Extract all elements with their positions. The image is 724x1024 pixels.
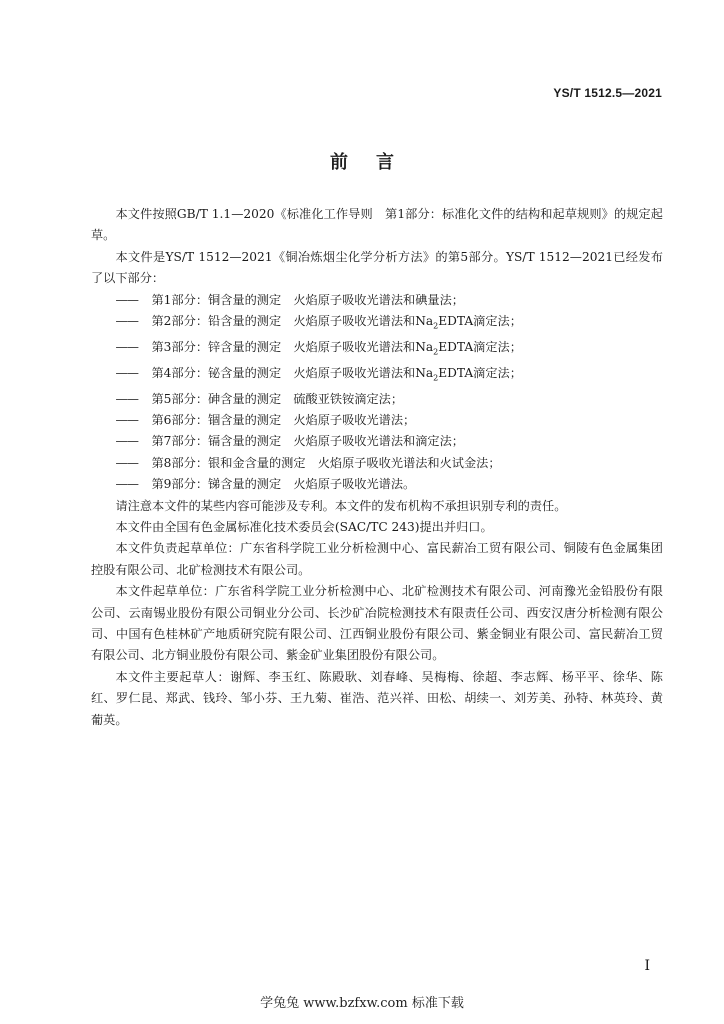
- list-item-text: 第5部分：砷含量的测定 硫酸亚铁铵滴定法；: [151, 391, 404, 406]
- dash-marker: ——: [115, 292, 138, 307]
- list-item-tail: EDTA滴定法；: [438, 365, 522, 380]
- dash-marker: ——: [115, 391, 138, 406]
- list-item: [91, 311, 663, 337]
- chem-symbol: Na: [415, 365, 434, 380]
- list-item: [91, 474, 663, 495]
- paragraph-main-drafters: 本文件主要起草人：谢辉、李玉红、陈殿耿、刘春峰、吴梅梅、徐超、李志辉、杨平平、徐华、陈红、罗仁昆、郑武、钱玲、邹小芬、王九菊、崔浩、范兴祥、田松、胡续一、刘芳美、孙特、林英玲、黄葡英。: [91, 669, 663, 727]
- list-item-text: 第3部分：锌含量的测定 火焰原子吸收光谱法和: [151, 339, 416, 354]
- list-item: [91, 431, 663, 452]
- list-item-text: 第2部分：铅含量的测定 火焰原子吸收光谱法和: [151, 314, 416, 329]
- paragraph-patent-notice: 请注意本文件的某些内容可能涉及专利。本文件的发布机构不承担识别专利的责任。: [115, 498, 567, 513]
- page-number: I: [644, 958, 650, 974]
- parts-list: [91, 290, 663, 496]
- paragraph-drafting-rules: 本文件按照GB/T 1.1—2020《标准化工作导则 第1部分：标准化文件的结构和起草规则》的规定起草。: [91, 207, 663, 243]
- list-item-tail: EDTA滴定法；: [438, 339, 522, 354]
- dash-marker: ——: [115, 314, 138, 329]
- list-item: [91, 453, 663, 474]
- list-item: [91, 337, 663, 363]
- document-body: [91, 204, 663, 731]
- chem-symbol: Na: [415, 339, 434, 354]
- chem-subscript: 2: [433, 347, 439, 357]
- dash-marker: ——: [115, 455, 138, 470]
- list-item: [91, 290, 663, 311]
- list-item: [91, 363, 663, 389]
- list-item: [91, 389, 663, 410]
- dash-marker: ——: [115, 339, 138, 354]
- list-item-text: 第7部分：镉含量的测定 火焰原子吸收光谱法和滴定法；: [151, 434, 464, 449]
- chem-subscript: 2: [433, 321, 439, 331]
- document-code: YS/T 1512.5—2021: [553, 86, 662, 100]
- chem-symbol: Na: [415, 314, 434, 329]
- paragraph-responsible-drafters: 本文件负责起草单位：广东省科学院工业分析检测中心、富民薪冶工贸有限公司、铜陵有色金属集团控股有限公司、北矿检测技术有限公司。: [91, 541, 663, 577]
- list-item-text: 第1部分：铜含量的测定 火焰原子吸收光谱法和碘量法；: [151, 292, 464, 307]
- list-item-text: 第4部分：铋含量的测定 火焰原子吸收光谱法和: [151, 365, 416, 380]
- dash-marker: ——: [115, 412, 138, 427]
- list-item-tail: EDTA滴定法；: [438, 314, 522, 329]
- page-title: 前言: [330, 152, 422, 173]
- list-item-text: 第8部分：银和金含量的测定 火焰原子吸收光谱法和火试金法；: [151, 455, 501, 470]
- list-item: [91, 410, 663, 431]
- paragraph-proposer: 本文件由全国有色金属标准化技术委员会(SAC/TC 243)提出并归口。: [115, 520, 493, 534]
- chem-subscript: 2: [433, 373, 439, 383]
- list-item-text: 第9部分：锑含量的测定 火焰原子吸收光谱法。: [151, 477, 416, 492]
- watermark-text: 学兔兔 www.bzfxw.com 标准下载: [260, 996, 464, 1011]
- dash-marker: ——: [115, 365, 138, 380]
- paragraph-part-info: 本文件是YS/T 1512—2021《铜冶炼烟尘化学分析方法》的第5部分。YS/T 1512—2021已经发布了以下部分：: [91, 249, 663, 286]
- dash-marker: ——: [115, 477, 138, 492]
- list-item-text: 第6部分：锢含量的测定 火焰原子吸收光谱法；: [151, 412, 416, 427]
- dash-marker: ——: [115, 434, 138, 449]
- paragraph-drafting-units: 本文件起草单位：广东省科学院工业分析检测中心、北矿检测技术有限公司、河南豫光金铅股份有限公司、云南锡业股份有限公司铜业分公司、长沙矿冶院检测技术有限责任公司、西安汉唐分析检测有限公司、中国有色桂林矿产地质研究院有限公司、江西铜业股份有限公司、紫金铜业有限公司、富民薪冶工贸有限公司、北方铜业股份有限公司、紫金矿业集团股份有限公司。: [91, 584, 663, 663]
